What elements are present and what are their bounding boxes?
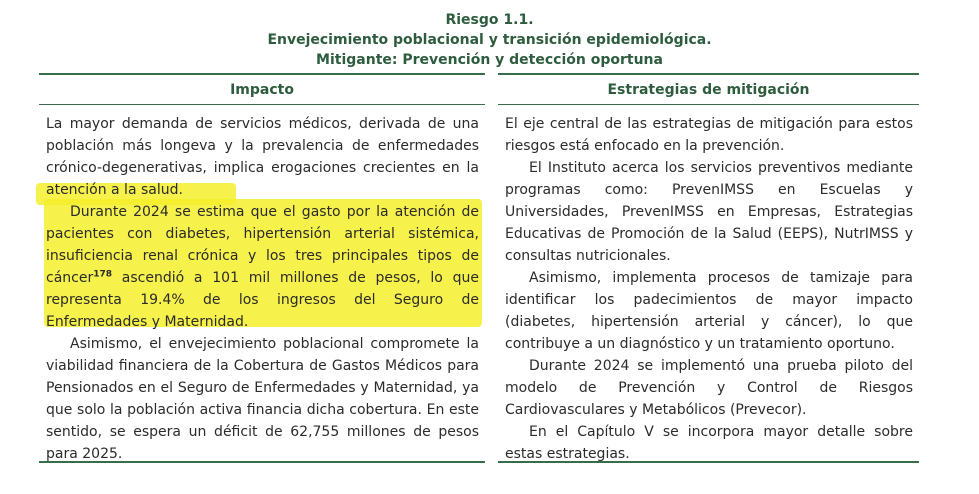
strategies-column <box>498 73 919 463</box>
impact-body <box>39 105 485 465</box>
impact-paragraph-2-end: ascendió a 101 mil millones de pesos, lo que representa 19.4% de los ingresos del Seguro de Enfermedades y Maternidad. <box>46 270 479 330</box>
strategies-paragraph-2: El Instituto acerca los servicios preventivos mediante programas como: PrevenIMSS en Escuelas y Universidades, PrevenIMSS en Empresas, Estrategias Educativas de Promoción de la Salud (EEPS), NutrIMSS y consultas nutricionales. <box>505 160 913 264</box>
impact-paragraph-3: Asimismo, el envejecimiento poblacional compromete la viabilidad financiera de la Cobertura de Gastos Médicos para Pensionados en el Seguro de Enfermedades y Maternidad, ya que solo la población activa financia dicha cobertura. En este sentido, se espera un déficit de 62,755 millones de pesos para 2025. <box>46 336 479 462</box>
footnote-marker: 178 <box>93 269 113 280</box>
risk-number: Riesgo 1.1. <box>445 12 534 28</box>
strategies-body <box>498 105 919 465</box>
table-caption <box>0 10 979 70</box>
impact-paragraph-2-start: Durante 2024 se estima que el gasto por la atención de pacientes con diabetes, hipertensión arterial sistémica, insuficiencia renal crónica y los tres principales tipos de cáncer <box>46 204 479 286</box>
impact-heading: Impacto <box>39 75 485 105</box>
impact-column <box>39 73 485 463</box>
impact-paragraph-2 <box>46 201 479 333</box>
strategies-paragraph-1: El eje central de las estrategias de mitigación para estos riesgos está enfocado en la prevención. <box>505 116 913 154</box>
strategies-paragraph-3: Asimismo, implementa procesos de tamizaje para identificar los padecimientos de mayor impacto (diabetes, hipertensión arterial y cáncer), lo que contribuye a un diagnóstico y un tratamiento oportuno. <box>505 270 913 352</box>
risk-title: Envejecimiento poblacional y transición epidemiológica. <box>267 32 712 48</box>
strategies-heading: Estrategias de mitigación <box>498 75 919 105</box>
impact-paragraph-1: La mayor demanda de servicios médicos, derivada de una población más longeva y la prevalencia de enfermedades crónico-degenerativas, implica erogaciones crecientes en la atención a la salud. <box>46 116 479 198</box>
strategies-paragraph-5: En el Capítulo V se incorpora mayor detalle sobre estas estrategias. <box>505 424 913 462</box>
strategies-paragraph-4: Durante 2024 se implementó una prueba piloto del modelo de Prevención y Control de Riesgos Cardiovasculares y Metabólicos (Prevecor). <box>505 358 913 418</box>
mitigant-title: Mitigante: Prevención y detección oportuna <box>316 52 663 68</box>
